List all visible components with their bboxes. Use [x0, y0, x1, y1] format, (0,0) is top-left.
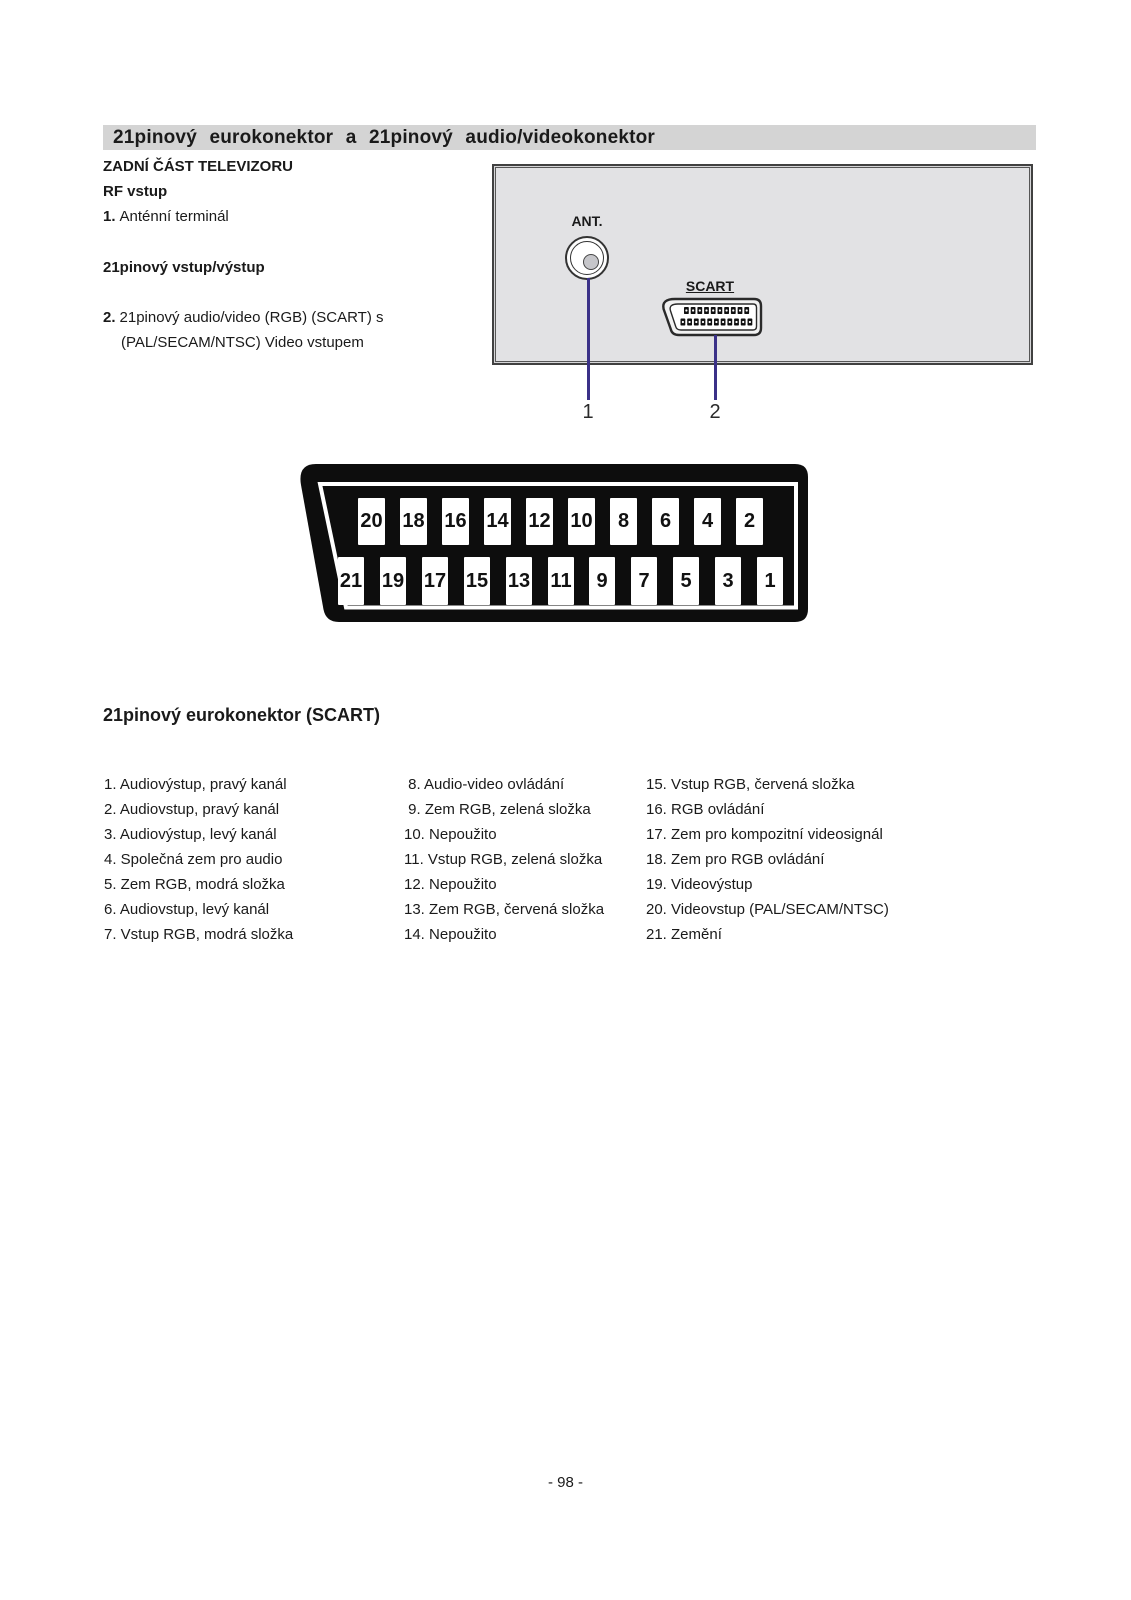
pinout-row: 18. Zem pro RGB ovládání: [646, 851, 825, 868]
scart-pin-11: 11: [548, 557, 574, 605]
pinout-row: 7. Vstup RGB, modrá složka: [104, 926, 294, 943]
pinout-row: 10. Nepoužito: [404, 826, 497, 843]
pinout-row: 12. Nepoužito: [404, 876, 497, 893]
pinout-row: 20. Videovstup (PAL/SECAM/NTSC): [646, 901, 889, 918]
intro-item-1: [103, 208, 229, 226]
pinout-row: 15. Vstup RGB, červená složka: [646, 776, 855, 793]
intro-item-1-number: 1.: [103, 208, 116, 225]
pinout-column-2: [404, 772, 604, 947]
pinout-row: 21. Zemění: [646, 926, 722, 943]
scart-pin-8: 8: [610, 498, 637, 545]
pinout-row: 16. RGB ovládání: [646, 801, 765, 818]
callout-label-2: 2: [709, 401, 721, 423]
pinout-row: 4. Společná zem pro audio: [104, 851, 283, 868]
scart-pin-12: 12: [526, 498, 553, 545]
pinout-heading: 21pinový eurokonektor (SCART): [103, 705, 381, 725]
scart-pin-13: 13: [506, 557, 532, 605]
pinout-row: 8. Audio-video ovládání: [404, 776, 565, 793]
scart-pin-14: 14: [484, 498, 511, 545]
scart-pin-3: 3: [715, 557, 741, 605]
page-number: - 98 -: [547, 1474, 583, 1491]
intro-item-2-line2: (PAL/SECAM/NTSC) Video vstupem: [121, 334, 364, 351]
pinout-row: 3. Audiovýstup, levý kanál: [104, 826, 277, 843]
pinout-row: 5. Zem RGB, modrá složka: [104, 876, 285, 893]
pinout-row: 14. Nepoužito: [404, 926, 497, 943]
scart-pin-10: 10: [568, 498, 595, 545]
scart-pin-7: 7: [631, 557, 657, 605]
scart-pin-15: 15: [464, 557, 490, 605]
scart-pin-18: 18: [400, 498, 427, 545]
scart-label: SCART: [685, 278, 735, 294]
callout-line-2: [714, 335, 717, 400]
antenna-core: [583, 254, 599, 270]
scart-pin-19: 19: [380, 557, 406, 605]
callout-label-1: 1: [582, 401, 594, 423]
callout-line-1: [587, 278, 590, 400]
section-heading-rf: RF vstup: [103, 183, 168, 200]
section-heading-21pin: 21pinový vstup/výstup: [103, 259, 265, 276]
scart-pin-17: 17: [422, 557, 448, 605]
ant-label: ANT.: [571, 213, 603, 229]
pinout-column-3: [646, 772, 889, 947]
page-title: [103, 125, 1036, 150]
intro-item-2-text1: 21pinový audio/video (RGB) (SCART) s: [119, 309, 384, 326]
scart-pin-1: 1: [757, 557, 783, 605]
antenna-connector-icon: [565, 236, 609, 280]
pinout-row: 13. Zem RGB, červená složka: [404, 901, 605, 918]
pinout-row: 1. Audiovýstup, pravý kanál: [104, 776, 287, 793]
antenna-ring: [570, 241, 604, 275]
scart-pin-5: 5: [673, 557, 699, 605]
scart-pin-9: 9: [589, 557, 615, 605]
section-heading-rear: ZADNÍ ČÁST TELEVIZORU: [103, 158, 293, 175]
pinout-row: 6. Audiovstup, levý kanál: [104, 901, 270, 918]
scart-pin-4: 4: [694, 498, 721, 545]
scart-pin-20: 20: [358, 498, 385, 545]
pinout-row: 11. Vstup RGB, zelená složka: [404, 851, 603, 868]
scart-connector-icon: [660, 297, 764, 337]
intro-item-2-line1: [103, 309, 384, 327]
intro-item-1-text: Anténní terminál: [119, 208, 229, 225]
pinout-column-1: [104, 772, 293, 947]
scart-pin-6: 6: [652, 498, 679, 545]
intro-item-2-number: 2.: [103, 309, 116, 326]
page-title-text: 21pinový eurokonektor a 21pinový audio/videokonektor: [113, 127, 656, 148]
pinout-row: 2. Audiovstup, pravý kanál: [104, 801, 280, 818]
scart-pin-16: 16: [442, 498, 469, 545]
scart-pin-21: 21: [338, 557, 364, 605]
pinout-row: 19. Videovýstup: [646, 876, 753, 893]
pinout-row: 17. Zem pro kompozitní videosignál: [646, 826, 883, 843]
scart-pin-2: 2: [736, 498, 763, 545]
scart-pinout-diagram: [292, 460, 817, 630]
pinout-row: 9. Zem RGB, zelená složka: [404, 801, 591, 818]
